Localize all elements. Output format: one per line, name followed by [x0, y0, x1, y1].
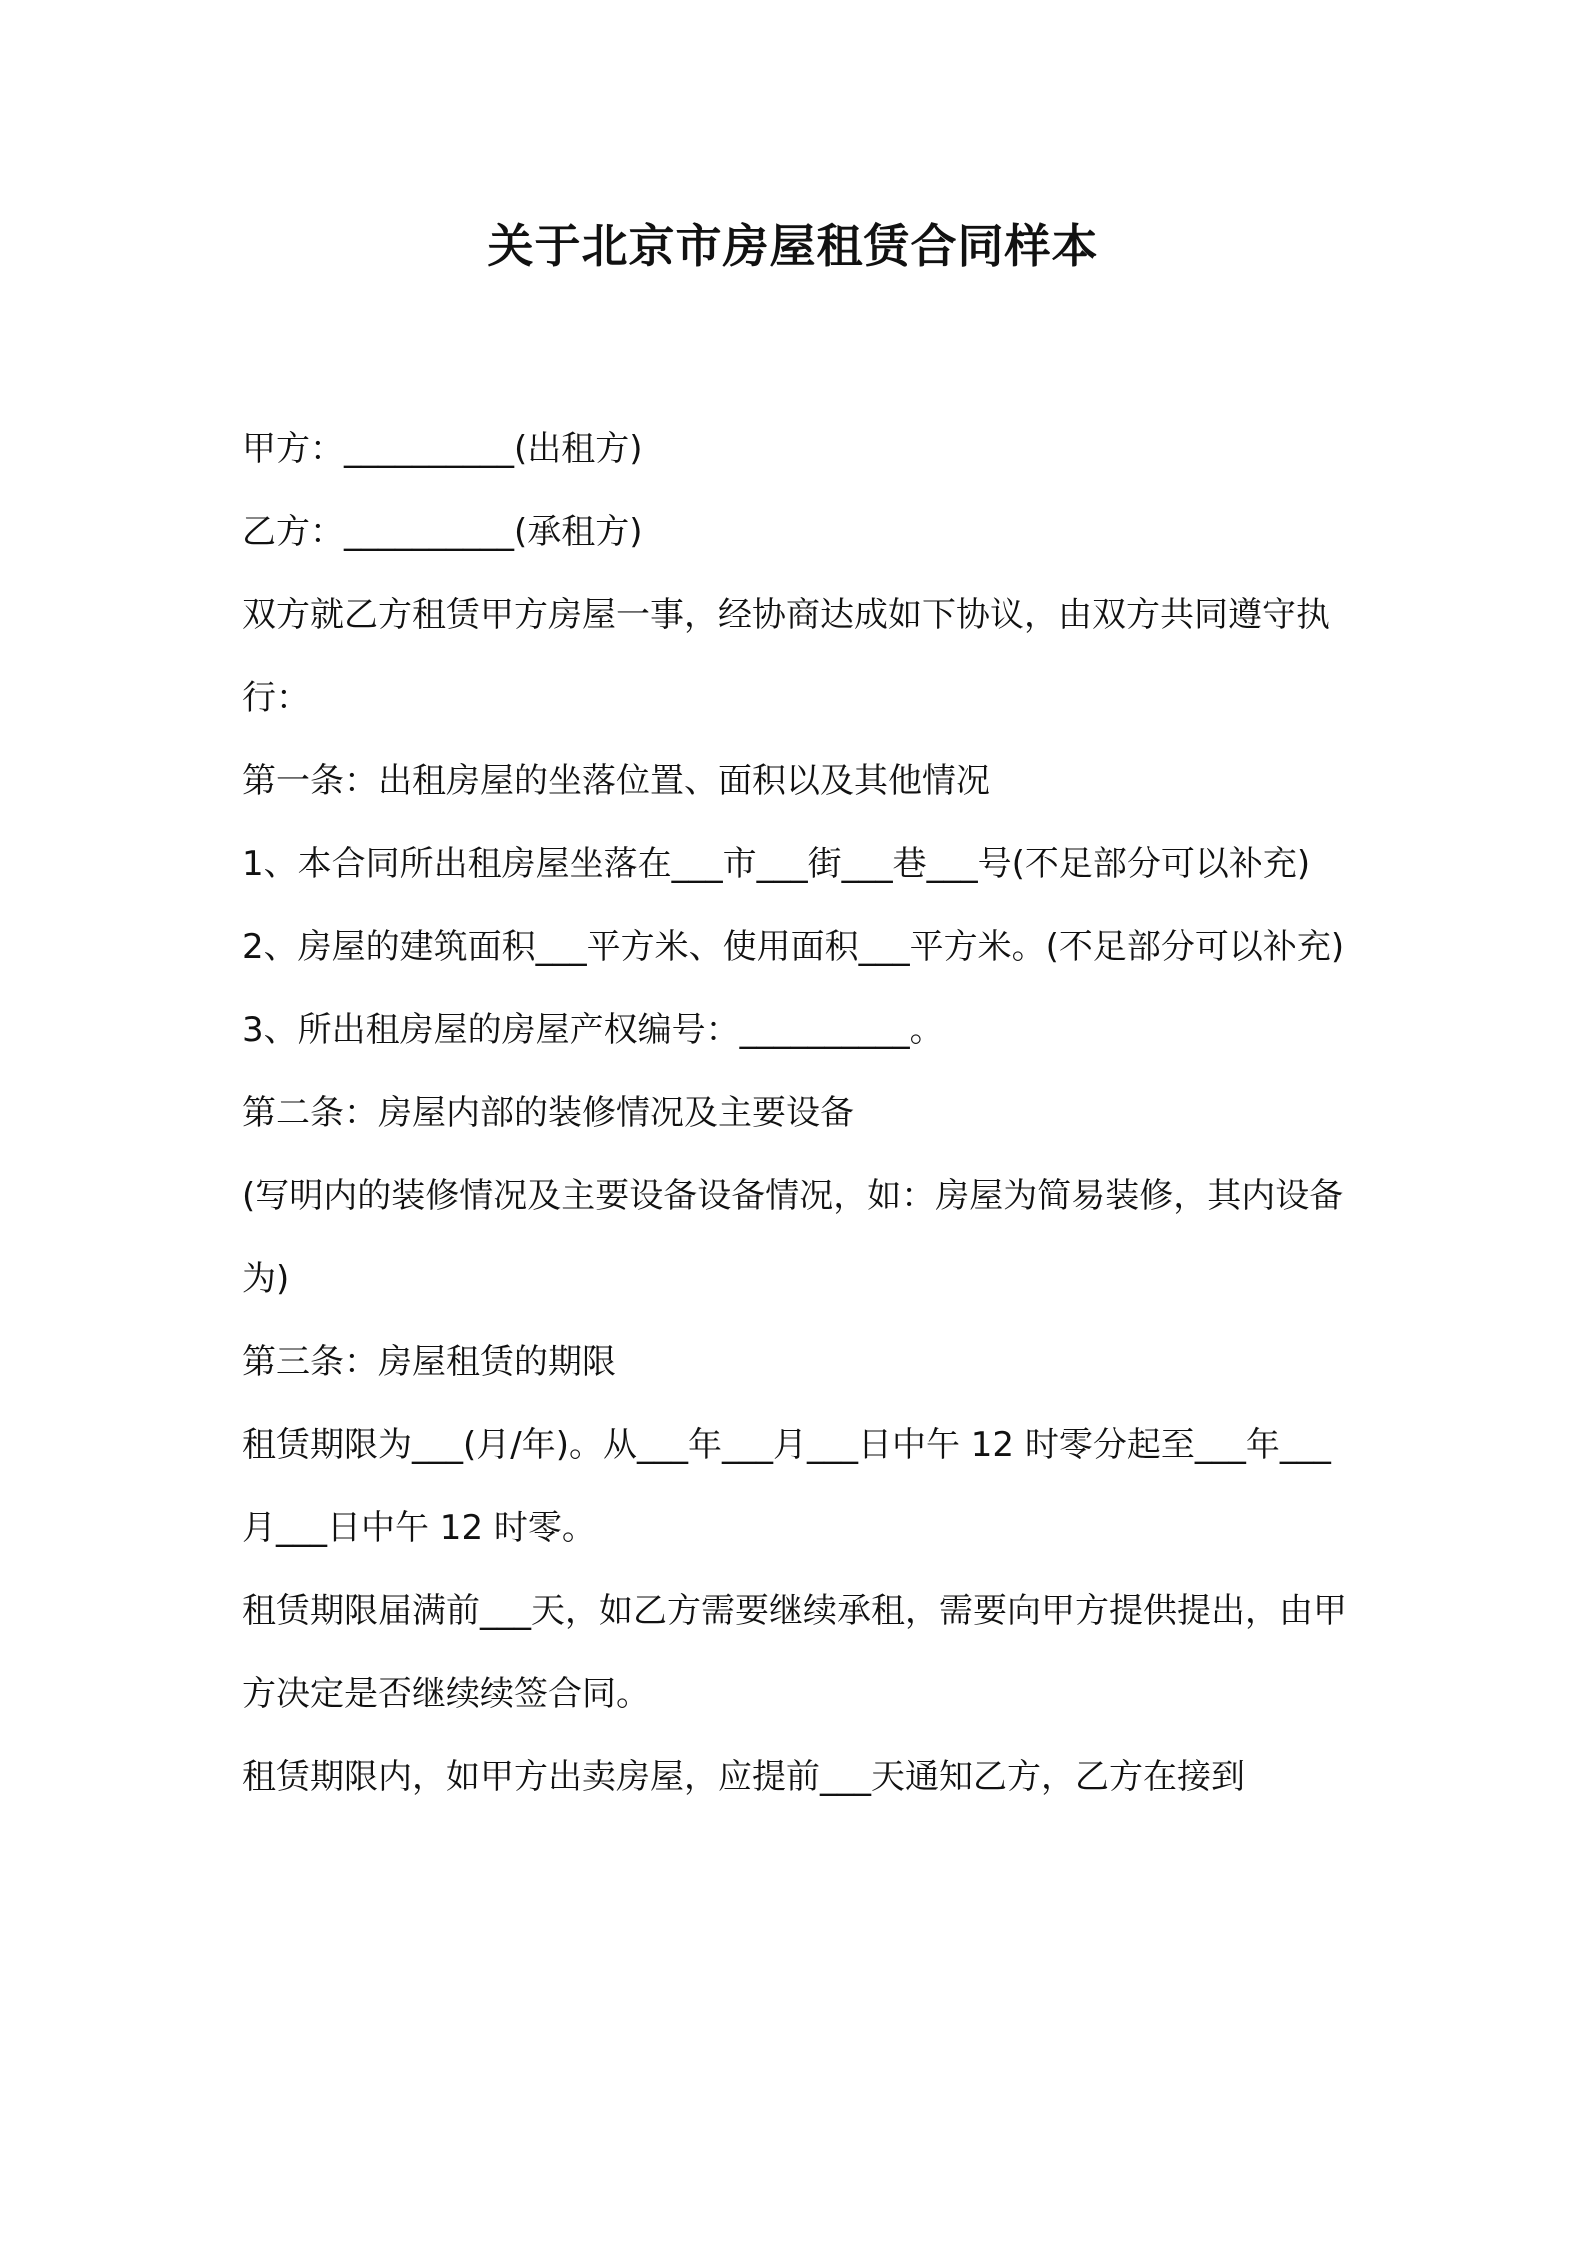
agreement-intro: 双方就乙方租赁甲方房屋一事，经协商达成如下协议，由双方共同遵守执行：	[242, 595, 1330, 718]
document-body	[242, 408, 1358, 1819]
page-title: 关于北京市房屋租赁合同样本	[487, 219, 1099, 273]
article-1-heading: 第一条：出租房屋的坐落位置、面积以及其他情况	[242, 761, 990, 801]
article-1-item-3: 3、所出租房屋的房屋产权编号：__________。	[242, 1010, 944, 1050]
article-2-heading: 第二条：房屋内部的装修情况及主要设备	[242, 1093, 854, 1133]
article-1-item-2: 2、房屋的建筑面积___平方米、使用面积___平方米。(不足部分可以补充)	[242, 927, 1345, 967]
article-1-item-1: 1、本合同所出租房屋坐落在___市___街___巷___号(不足部分可以补充)	[242, 844, 1311, 884]
article-3-heading: 第三条：房屋租赁的期限	[242, 1342, 616, 1382]
article-2-note: (写明内的装修情况及主要设备设备情况，如：房屋为简易装修，其内设备为)	[242, 1176, 1344, 1299]
party-a-line: 甲方：__________(出租方)	[242, 429, 643, 469]
party-b-line: 乙方：__________(承租方)	[242, 512, 643, 552]
lease-sale-paragraph: 租赁期限内，如甲方出卖房屋，应提前___天通知乙方，乙方在接到	[242, 1757, 1245, 1797]
lease-renewal-paragraph: 租赁期限届满前___天，如乙方需要继续承租，需要向甲方提供提出，由甲方决定是否继续续签合同。	[242, 1591, 1347, 1714]
lease-term-paragraph: 租赁期限为___(月/年)。从___年___月___日中午 12 时零分起至___年___月___日中午 12 时零。	[242, 1425, 1331, 1548]
